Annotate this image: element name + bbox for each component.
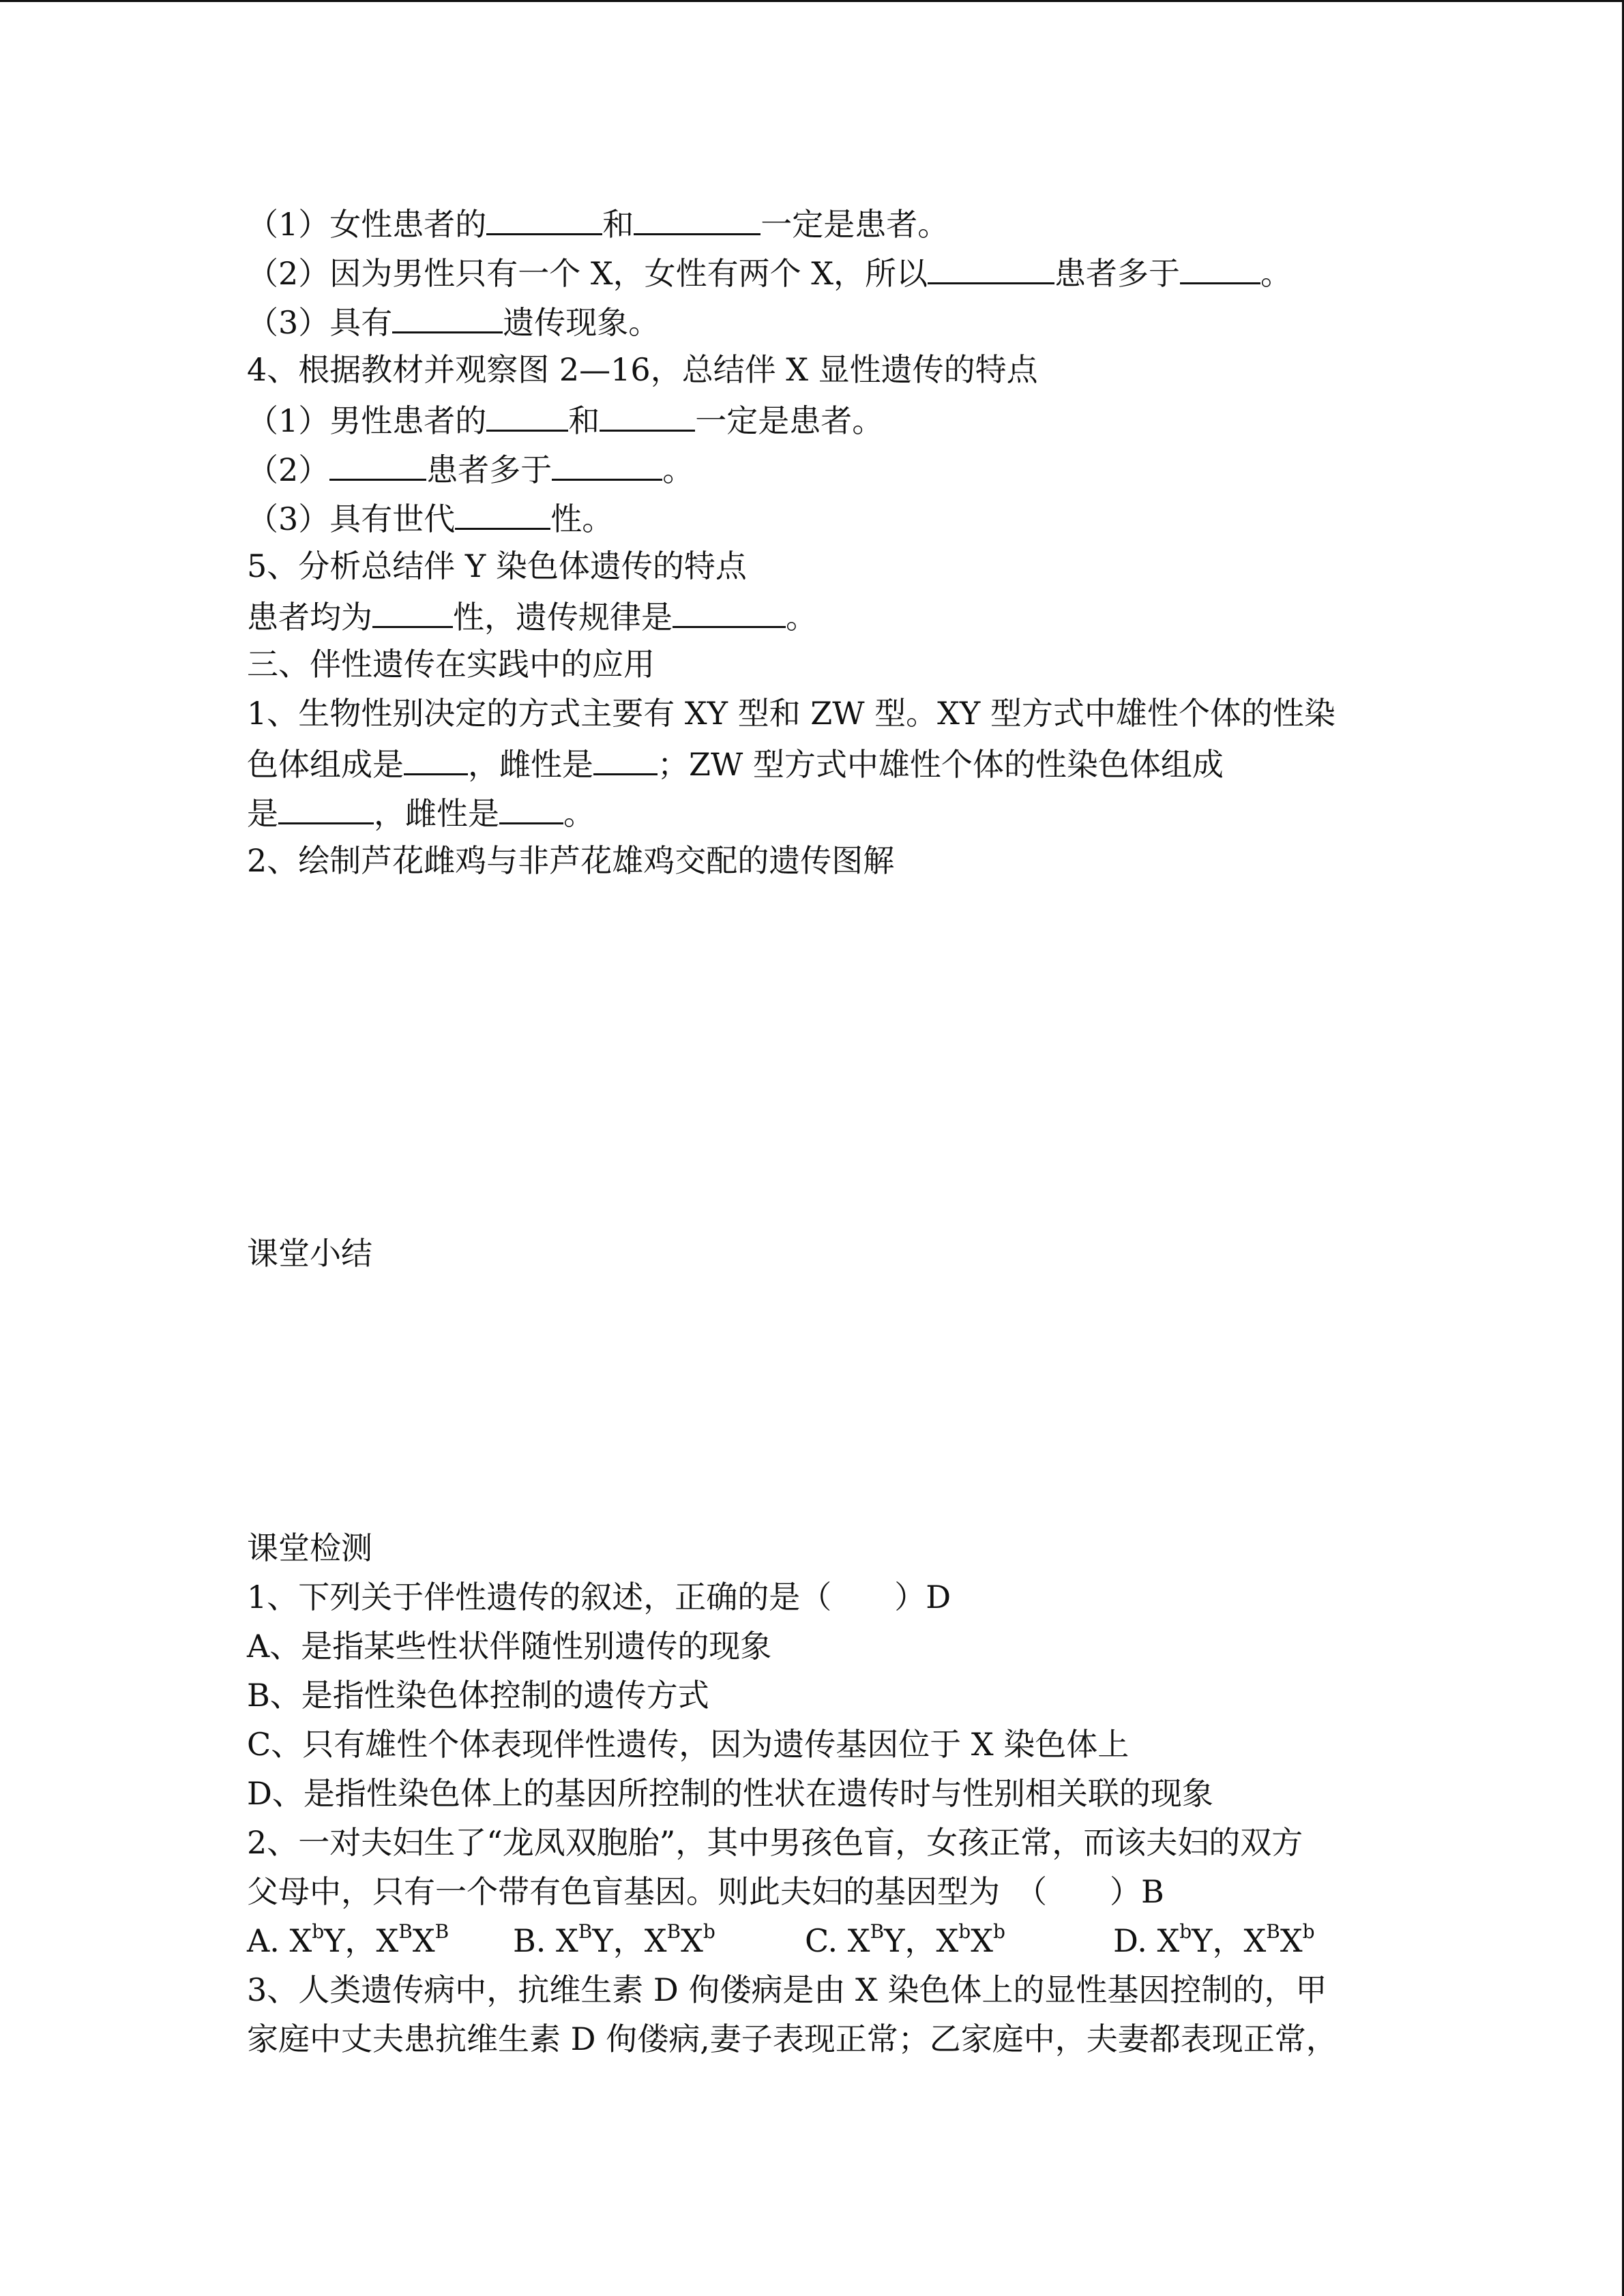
text-line — [247, 247, 1393, 296]
text: 性。 — [550, 501, 614, 537]
text: （2）因为男性只有一个 X，女性有两个 X，所以 — [247, 255, 928, 292]
option-b[interactable]: B. $X^BY$，$X^BX^b$ — [513, 1920, 715, 1959]
fill-blank[interactable] — [552, 443, 662, 481]
question-stem: 2、一对夫妇生了“龙凤双胞胎”，其中男孩色盲，女孩正常，而该夫妇的双方 — [247, 1824, 1303, 1861]
question-stem: 父母中，只有一个带有色盲基因。则此夫妇的基因型为 （ ）B — [247, 1873, 1164, 1910]
text: （3）具有世代 — [247, 501, 456, 537]
fill-blank[interactable] — [593, 738, 658, 775]
text: 患者多于 — [426, 451, 552, 488]
text-line — [247, 738, 1393, 787]
text: ；ZW 型方式中雄性个体的性染色体组成 — [658, 746, 1224, 783]
text-line — [247, 443, 1393, 492]
fill-blank[interactable] — [1180, 247, 1260, 284]
summary-space[interactable] — [247, 1278, 1393, 1523]
fill-blank[interactable] — [392, 296, 503, 333]
text: 患者多于 — [1054, 255, 1181, 292]
fill-blank[interactable] — [928, 247, 1054, 284]
text: 遗传现象。 — [503, 304, 660, 341]
fill-blank[interactable] — [455, 492, 550, 530]
text: 一定是患者。 — [695, 402, 884, 439]
section-heading: 课堂小结 — [247, 1235, 372, 1272]
option-a[interactable]: A、是指某些性状伴随性别遗传的现象 — [247, 1628, 772, 1665]
section-heading: 课堂检测 — [247, 1530, 372, 1566]
text: ，雌性是 — [374, 795, 499, 832]
text: 和 — [602, 206, 634, 243]
text-line: 1、生物性别决定的方式主要有 XY 型和 ZW 型。XY 型方式中雄性个体的性染 — [247, 695, 1335, 732]
option-c[interactable]: C、只有雄性个体表现伴性遗传，因为遗传基因位于 X 染色体上 — [247, 1726, 1130, 1763]
question-title: 5、分析总结伴 Y 染色体遗传的特点 — [247, 548, 747, 584]
option-c[interactable]: C. $X^BY$，$X^bX^b$ — [805, 1920, 1005, 1959]
question-stem: 家庭中丈夫患抗维生素 D 佝偻病,妻子表现正常；乙家庭中，夫妻都表现正常， — [247, 2021, 1338, 2057]
text-line: 2、绘制芦花雌鸡与非芦花雄鸡交配的遗传图解 — [247, 842, 895, 879]
question-title: 4、根据教材并观察图 2—16，总结伴 X 显性遗传的特点 — [247, 351, 1038, 388]
text-line — [247, 492, 1393, 541]
text: （1）女性患者的 — [247, 206, 487, 243]
text-line — [247, 591, 1393, 640]
fill-blank[interactable] — [404, 738, 468, 775]
page-top-border — [0, 0, 1624, 2]
text: （3）具有 — [247, 304, 393, 341]
text: 。 — [1260, 255, 1293, 292]
text-line — [247, 394, 1393, 443]
text: 一定是患者。 — [761, 206, 949, 243]
text: 和 — [568, 402, 600, 439]
diagram-space[interactable] — [247, 885, 1393, 1229]
text: 色体组成是 — [247, 746, 404, 783]
text: （1）男性患者的 — [247, 402, 487, 439]
option-d[interactable]: D. $X^bY$，$X^BX^b$ — [1113, 1920, 1315, 1959]
text-line — [247, 787, 1393, 836]
fill-blank[interactable] — [372, 591, 453, 628]
text: 患者均为 — [247, 599, 372, 636]
option-b[interactable]: B、是指性染色体控制的遗传方式 — [247, 1677, 709, 1714]
fill-blank[interactable] — [486, 394, 568, 432]
text: 是 — [247, 795, 278, 832]
option-a[interactable]: A. $X^bY$，$X^BX^B$ — [247, 1920, 449, 1959]
question-stem: 3、人类遗传病中，抗维生素 D 佝偻病是由 X 染色体上的显性基因控制的，甲 — [247, 1971, 1327, 2008]
text: 。 — [662, 451, 694, 488]
fill-blank[interactable] — [329, 443, 426, 481]
section-heading: 三、伴性遗传在实践中的应用 — [247, 646, 655, 683]
fill-blank[interactable] — [634, 198, 761, 235]
text: ，雌性是 — [468, 746, 593, 783]
option-d[interactable]: D、是指性染色体上的基因所控制的性状在遗传时与性别相关联的现象 — [247, 1775, 1213, 1812]
fill-blank[interactable] — [673, 591, 786, 628]
fill-blank[interactable] — [499, 787, 563, 824]
fill-blank[interactable] — [486, 198, 602, 235]
text: 。 — [563, 795, 595, 832]
options-row — [247, 1916, 1393, 1965]
text-line — [247, 198, 1393, 247]
text: 。 — [786, 599, 817, 636]
text: （2） — [247, 451, 330, 488]
fill-blank[interactable] — [278, 787, 374, 824]
question-stem: 1、下列关于伴性遗传的叙述，正确的是（ ）D — [247, 1579, 951, 1615]
text: 性，遗传规律是 — [453, 599, 673, 636]
fill-blank[interactable] — [600, 394, 695, 432]
text-line — [247, 296, 1393, 345]
worksheet-content — [247, 198, 1393, 2063]
